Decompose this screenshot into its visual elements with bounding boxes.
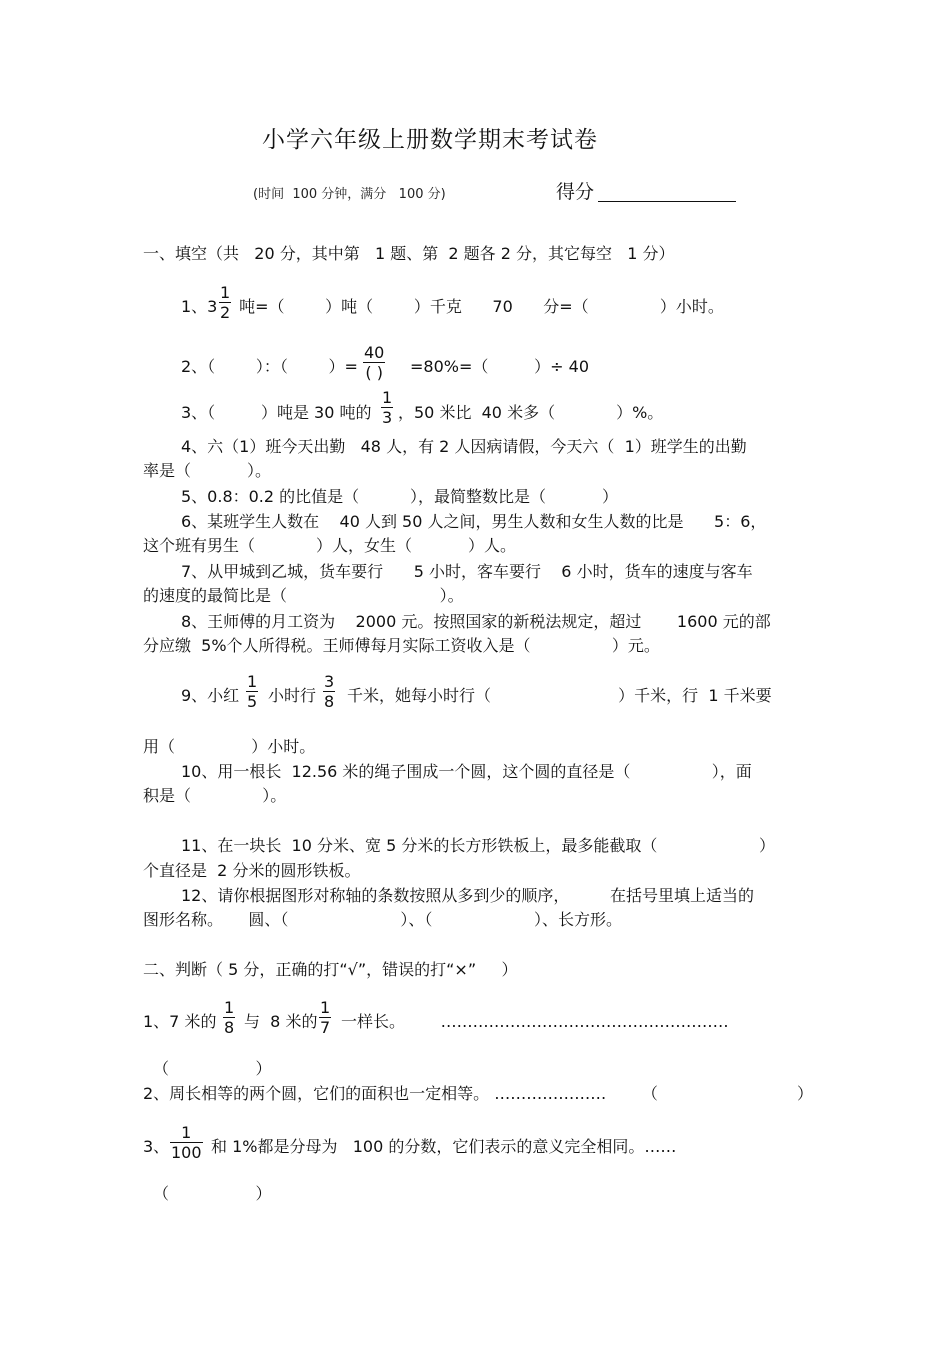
j2-text: 2、周长相等的两个圆，它们的面积也一定相等。 ………………… （ <box>143 1084 658 1103</box>
q1-prefix: 1、3 <box>181 297 218 316</box>
q9-line2: 用（ ）小时。 <box>143 737 316 756</box>
q2-text: =80%=（ ）÷ 40 <box>410 357 590 376</box>
q9-frac1-den: 5 <box>247 692 258 711</box>
q2-frac-den: ( ) <box>363 362 385 381</box>
q9-fraction-2 <box>323 674 335 710</box>
j3-prefix: 3、 <box>143 1137 170 1156</box>
q3-prefix: 3、（ ）吨是 30 吨的 <box>181 403 372 422</box>
q2-frac-num: 40 <box>364 343 385 362</box>
q1-fraction <box>219 285 231 321</box>
j1-frac1-den: 8 <box>224 1018 235 1037</box>
j1-answer-blank[interactable]: （ ） <box>153 1059 272 1078</box>
q3-frac-den: 3 <box>382 408 393 427</box>
j1-frac2-den: 7 <box>320 1018 331 1037</box>
score-label: 得分 <box>556 181 595 203</box>
q7-line2: 的速度的最简比是（ ）。 <box>143 586 464 605</box>
q7-line1: 7、从甲城到乙城，货车要行 5 小时，客车要行 6 小时，货车的速度与客车 <box>181 562 753 581</box>
q9-mid: 小时行 <box>268 686 317 705</box>
score-field[interactable] <box>556 182 736 202</box>
q6-line2: 这个班有男生（ ）人，女生（ ）人。 <box>143 536 516 555</box>
j1-fraction-2 <box>319 1000 331 1036</box>
q9-frac2-den: 8 <box>324 692 335 711</box>
q10-line2: 积是（ ）。 <box>143 786 287 805</box>
j3-text: 和 1%都是分母为 100 的分数，它们表示的意义完全相同。…… <box>211 1137 677 1156</box>
j1-fraction-1 <box>223 1000 235 1036</box>
q9-prefix: 9、小红 <box>181 686 240 705</box>
q8-line2: 分应缴 5%个人所得税。王师傅每月实际工资收入是（ ）元。 <box>143 636 660 655</box>
q4-line2: 率是（ ）。 <box>143 461 271 480</box>
q1-frac-num: 1 <box>220 283 231 302</box>
section-heading-true-false: 二、判断（ 5 分，正确的打“√”，错误的打“×” ） <box>143 960 518 979</box>
q9-frac1-num: 1 <box>247 672 258 691</box>
q9-text: 千米，她每小时行（ ）千米，行 1 千米要 <box>347 686 772 705</box>
q5-text: 5、0.8：0.2 的比值是（ ），最简整数比是（ ） <box>181 487 618 506</box>
q3-text: ，50 米比 40 米多（ ）%。 <box>398 403 664 422</box>
q2-prefix: 2、（ ）：（ ）= <box>181 357 358 376</box>
q12-line1: 12、请你根据图形对称轴的条数按照从多到少的顺序， 在括号里填上适当的 <box>181 886 755 905</box>
exam-time-info: (时间 100 分钟，满分 100 分) <box>253 187 446 202</box>
j3-frac-den: 100 <box>171 1143 202 1162</box>
q6-line1: 6、某班学生人数在 40 人到 50 人之间，男生人数和女生人数的比是 5：6， <box>181 512 767 531</box>
q3-fraction <box>381 390 393 426</box>
q1-frac-den: 2 <box>220 303 231 322</box>
q9-fraction-1 <box>246 674 258 710</box>
j2-answer-close[interactable]: ） <box>797 1084 814 1103</box>
j1-frac1-num: 1 <box>224 998 235 1017</box>
score-blank[interactable] <box>598 183 736 202</box>
q10-line1: 10、用一根长 12.56 米的绳子围成一个圆，这个圆的直径是（ ），面 <box>181 762 752 781</box>
q1-text: 吨=（ ）吨（ ）千克 70 分=（ ）小时。 <box>234 297 724 316</box>
q3-frac-num: 1 <box>382 388 393 407</box>
j3-fraction <box>170 1125 203 1161</box>
q2-fraction <box>363 345 385 381</box>
section-heading-fill-in: 一、填空（共 20 分，其中第 1 题、第 2 题各 2 分，其它每空 1 分） <box>143 244 675 263</box>
j1-mid: 与 8 米的 <box>244 1012 318 1031</box>
j3-answer-blank[interactable]: （ ） <box>153 1184 272 1203</box>
page-title: 小学六年级上册数学期末考试卷 <box>262 127 598 153</box>
q8-line1: 8、王师傅的月工资为 2000 元。按照国家的新税法规定，超过 1600 元的部 <box>181 612 771 631</box>
q12-line2: 图形名称。 圆、（ ）、（ ）、长方形。 <box>143 910 623 929</box>
q11-line2: 个直径是 2 分米的圆形铁板。 <box>143 861 361 880</box>
q9-frac2-num: 3 <box>324 672 335 691</box>
j3-frac-num: 1 <box>181 1123 192 1142</box>
q11-line1: 11、在一块长 10 分米、宽 5 分米的长方形铁板上，最多能截取（ ） <box>181 836 776 855</box>
j1-text: 一样长。 ……………………………………………… <box>341 1012 729 1031</box>
j1-prefix: 1、7 米的 <box>143 1012 217 1031</box>
j1-frac2-num: 1 <box>320 998 331 1017</box>
q4-line1: 4、六（1）班今天出勤 48 人，有 2 人因病请假，今天六（ 1）班学生的出勤 <box>181 437 747 456</box>
